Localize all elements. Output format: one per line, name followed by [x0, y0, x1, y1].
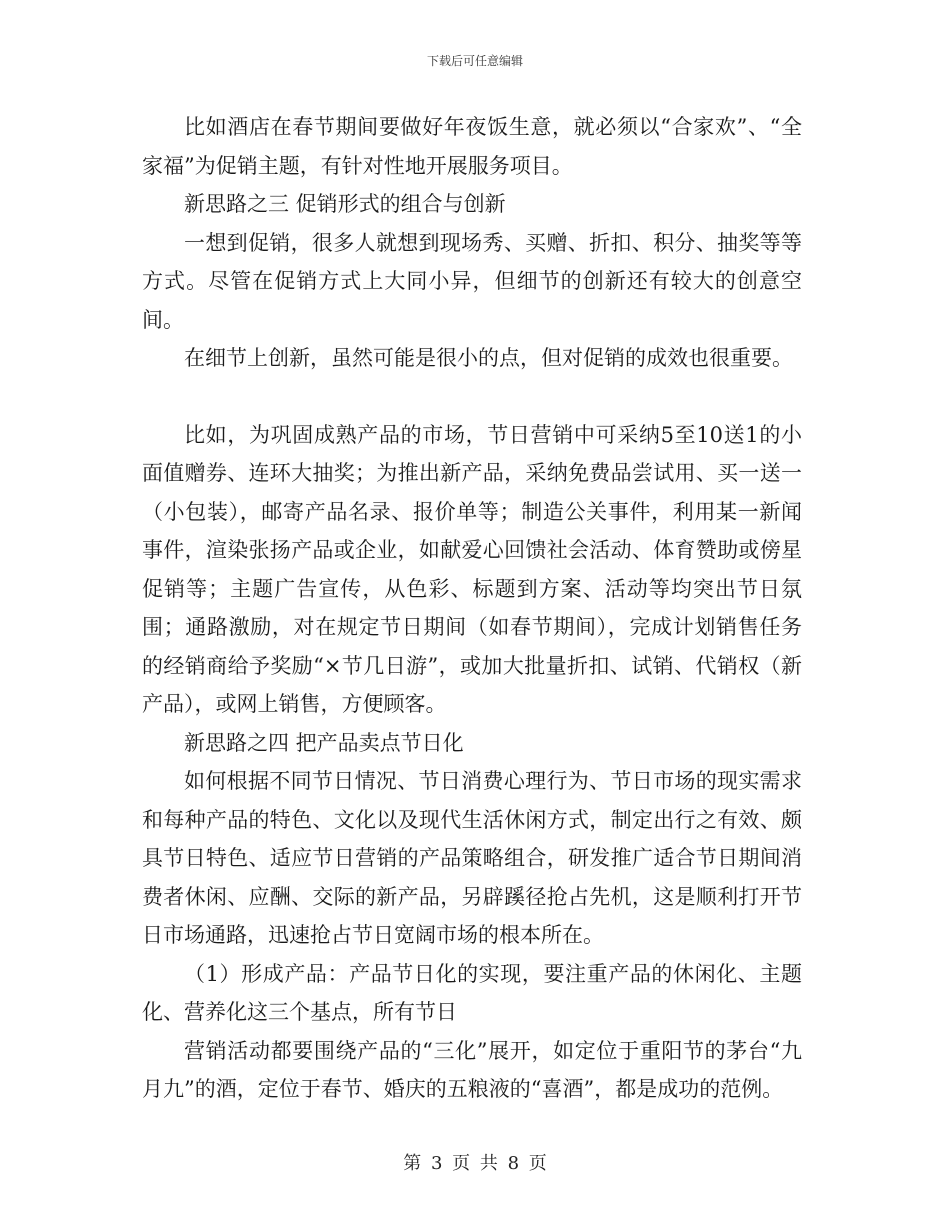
paragraph-detail-innovation: 在细节上创新，虽然可能是很小的点，但对促销的成效也很重要。: [184, 346, 793, 370]
paragraph-three-principles: 营销活动都要围绕产品的“三化”展开，如定位于重阳节的茅台“九月九”的酒，定位于春节、婚庆的五粮液的“喜酒”，都是成功的范例。: [142, 1038, 802, 1101]
section-heading-4: 新思路之四 把产品卖点节日化: [184, 730, 464, 755]
page-number: 第 3 页 共 8 页: [403, 1153, 547, 1174]
paragraph-forming-product: （1）形成产品：产品节日化的实现，要注重产品的休闲化、主题化、营养化这三个基点，所有节日: [142, 961, 802, 1024]
section-heading-3: 新思路之三 促销形式的组合与创新: [184, 192, 506, 216]
document-body: [142, 108, 802, 1109]
paragraph-promotion-methods: 一想到促销，很多人就想到现场秀、买赠、折扣、积分、抽奖等等方式。尽管在促销方式上大同小异，但细节的创新还有较大的创意空间。: [142, 230, 802, 332]
page-header-note: 下载后可任意编辑: [426, 54, 523, 68]
paragraph-hotel-example: 比如酒店在春节期间要做好年夜饭生意，就必须以“合家欢”、“全家福”为促销主题，有针对性地开展服务项目。: [142, 115, 802, 178]
paragraph-product-strategy: 如何根据不同节日情况、节日消费心理行为、节日市场的现实需求和每种产品的特色、文化以及现代生活休闲方式，制定出行之有效、颇具节日特色、适应节日营销的产品策略组合，研发推广适合节日期间消费者休闲、应酬、交际的新产品，另辟蹊径抢占先机，这是顺利打开节日市场通路，迅速抢占节日宽阔市场的根本所在。: [142, 769, 802, 947]
paragraph-promotion-examples: 比如，为巩固成熟产品的市场，节日营销中可采纳5至10送1的小面值赠券、连环大抽奖；为推出新产品，采纳免费品尝试用、买一送一（小包装），邮寄产品名录、报价单等；制造公关事件，利用某一新闻事件，渲染张扬产品或企业，如献爱心回馈社会活动、体育赞助或傍星促销等；主题广告宣传，从色彩、标题到方案、活动等均突出节日氛围；通路激励，对在规定节日期间（如春节期间），完成计划销售任务的经销商给予奖励“×节几日游”，或加大批量折扣、试销、代销权（新产品），或网上销售，方便顾客。: [142, 422, 802, 716]
